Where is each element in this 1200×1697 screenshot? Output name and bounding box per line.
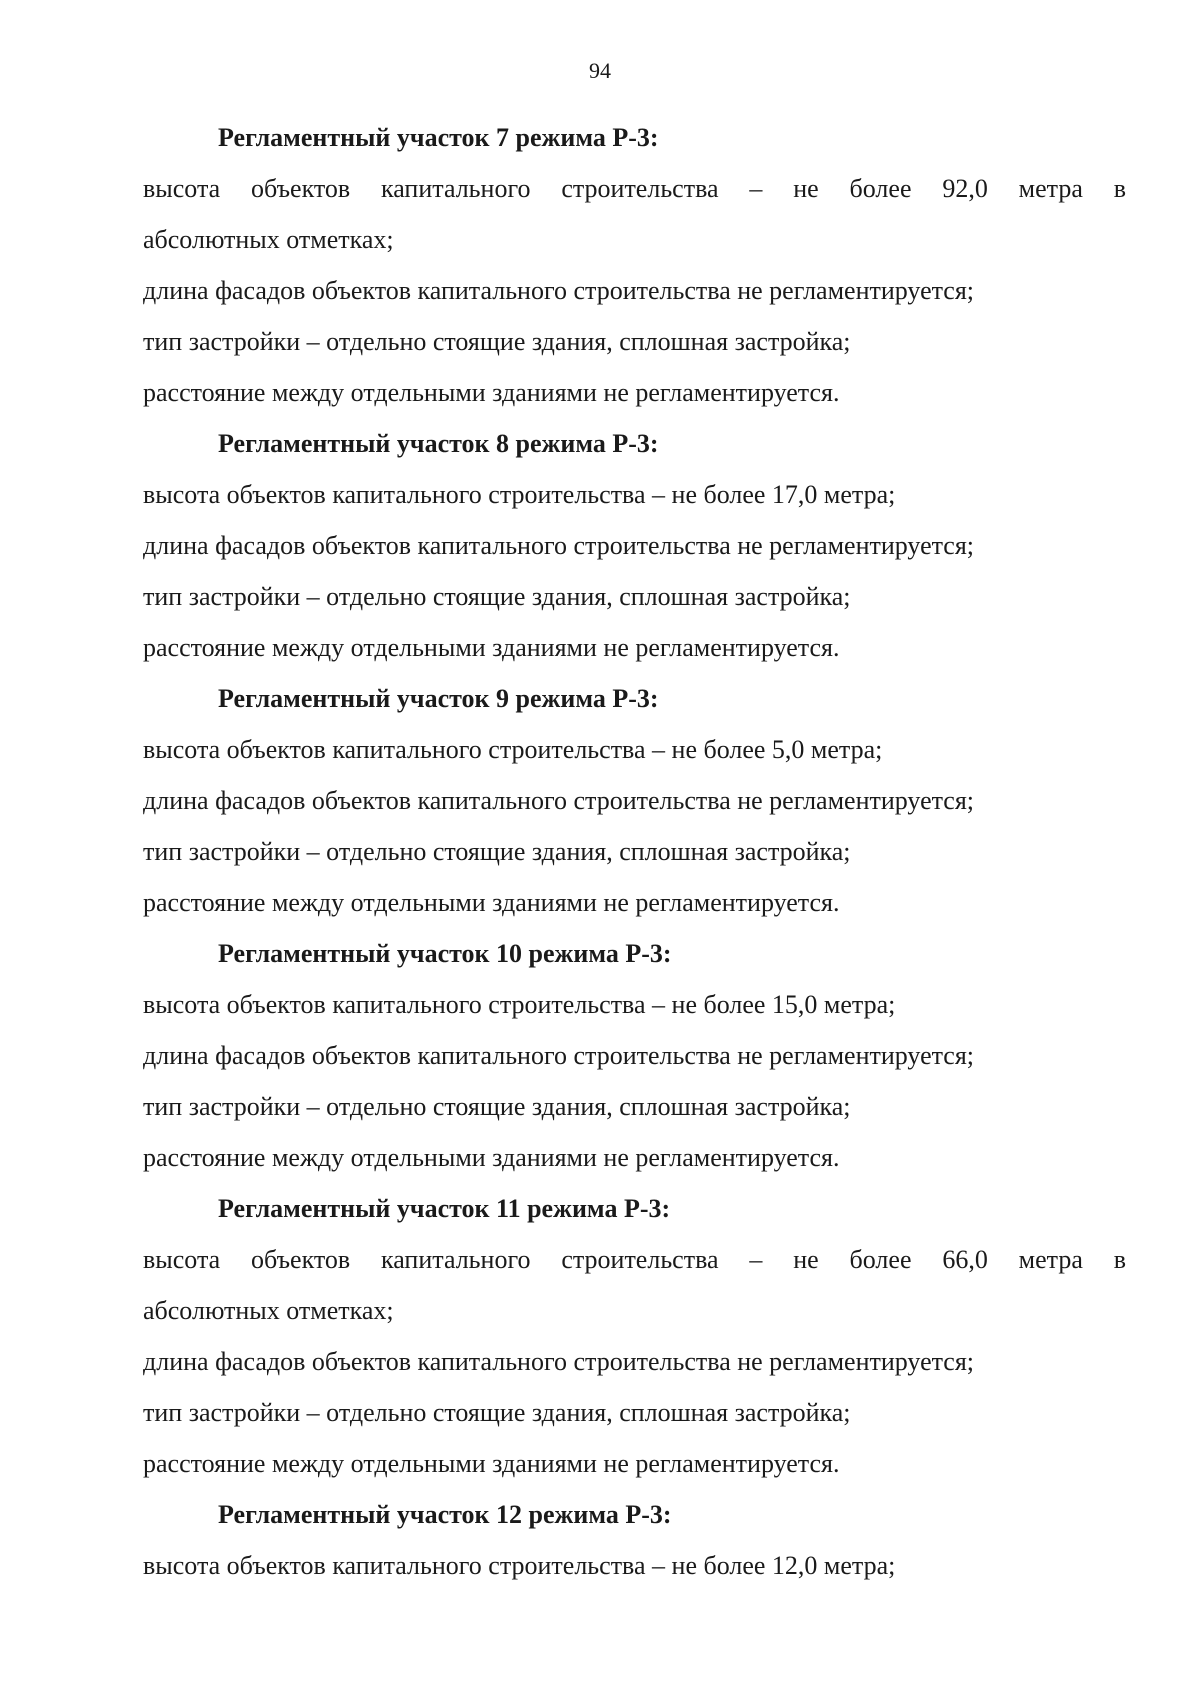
section-8-facade: длина фасадов объектов капитального строительства не регламентируется; <box>143 531 975 560</box>
section-8-height: высота объектов капитального строительства – не более 17,0 метра; <box>143 480 896 509</box>
section-heading-9: Регламентный участок 9 режима Р-3: <box>218 684 659 713</box>
section-9-distance: расстояние между отдельными зданиями не регламентируется. <box>143 888 840 917</box>
section-10-building-type: тип застройки – отдельно стоящие здания, сплошная застройка; <box>143 1092 851 1121</box>
section-11-distance: расстояние между отдельными зданиями не регламентируется. <box>143 1449 840 1478</box>
section-8-building-type: тип застройки – отдельно стоящие здания, сплошная застройка; <box>143 582 851 611</box>
section-9-facade: длина фасадов объектов капитального строительства не регламентируется; <box>143 786 975 815</box>
section-12-height: высота объектов капитального строительства – не более 12,0 метра; <box>143 1551 896 1580</box>
section-10-facade: длина фасадов объектов капитального строительства не регламентируется; <box>143 1041 975 1070</box>
section-9-height: высота объектов капитального строительства – не более 5,0 метра; <box>143 735 883 764</box>
section-7-height-line-1: высота объектов капитального строительства – не более 92,0 метра в <box>143 174 1126 203</box>
section-11-height-line-1: высота объектов капитального строительства – не более 66,0 метра в <box>143 1245 1126 1274</box>
section-10-height: высота объектов капитального строительства – не более 15,0 метра; <box>143 990 896 1019</box>
section-9-building-type: тип застройки – отдельно стоящие здания, сплошная застройка; <box>143 837 851 866</box>
section-11-facade: длина фасадов объектов капитального строительства не регламентируется; <box>143 1347 975 1376</box>
section-7-height-line-2: абсолютных отметках; <box>143 225 394 254</box>
document-body <box>143 112 1126 1591</box>
section-7-facade: длина фасадов объектов капитального строительства не регламентируется; <box>143 276 975 305</box>
section-11-building-type: тип застройки – отдельно стоящие здания, сплошная застройка; <box>143 1398 851 1427</box>
section-11-height-line-2: абсолютных отметках; <box>143 1296 394 1325</box>
section-7-building-type: тип застройки – отдельно стоящие здания, сплошная застройка; <box>143 327 851 356</box>
section-heading-12: Регламентный участок 12 режима Р-3: <box>218 1500 672 1529</box>
section-heading-11: Регламентный участок 11 режима Р-3: <box>218 1194 671 1223</box>
section-7-distance: расстояние между отдельными зданиями не регламентируется. <box>143 378 840 407</box>
section-10-distance: расстояние между отдельными зданиями не регламентируется. <box>143 1143 840 1172</box>
page-number: 94 <box>589 58 611 83</box>
section-heading-7: Регламентный участок 7 режима Р-3: <box>218 123 659 152</box>
section-heading-10: Регламентный участок 10 режима Р-3: <box>218 939 672 968</box>
section-8-distance: расстояние между отдельными зданиями не регламентируется. <box>143 633 840 662</box>
section-heading-8: Регламентный участок 8 режима Р-3: <box>218 429 659 458</box>
